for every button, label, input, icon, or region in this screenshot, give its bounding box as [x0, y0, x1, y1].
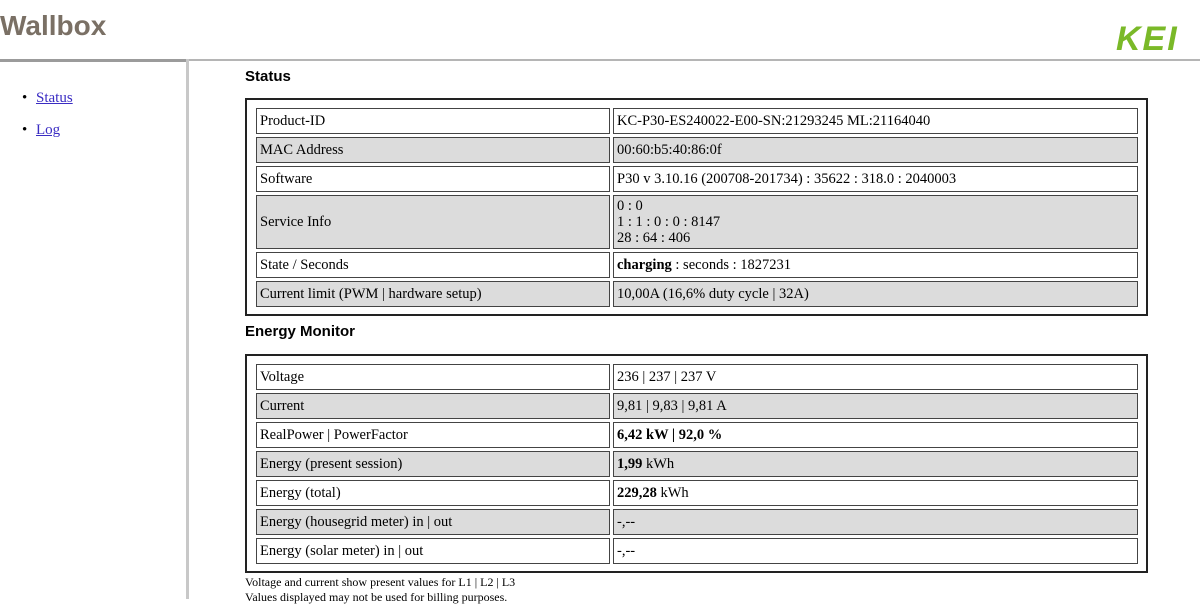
service-info-line: 1 : 1 : 0 : 0 : 8147 — [617, 214, 721, 230]
table-row — [256, 195, 1138, 249]
table-row — [256, 480, 1138, 506]
row-label: Service Info — [256, 195, 610, 249]
table-row — [256, 538, 1138, 564]
total-energy-value: 229,28 — [617, 484, 657, 501]
seconds-value: : seconds : 1827231 — [671, 256, 791, 273]
sidebar-divider — [186, 59, 189, 599]
unit-label: kWh — [656, 484, 689, 501]
row-value: 00:60:b5:40:86:0f — [613, 137, 1138, 163]
session-energy-value: 1,99 — [617, 455, 643, 472]
row-label: Current — [256, 393, 610, 419]
power-value: 6,42 kW | 92,0 % — [617, 426, 723, 443]
app-title: Wallbox — [0, 10, 107, 41]
service-info-line: 0 : 0 — [617, 198, 643, 214]
row-value: 236 | 237 | 237 V — [613, 364, 1138, 390]
table-row — [256, 393, 1138, 419]
nav-item-status — [22, 90, 73, 106]
energy-section-title: Energy Monitor — [245, 323, 356, 340]
row-label: State / Seconds — [256, 252, 610, 278]
row-label: Energy (total) — [256, 480, 610, 506]
row-label: Software — [256, 166, 610, 192]
sidebar-nav — [0, 90, 73, 154]
row-value: P30 v 3.10.16 (200708-201734) : 35622 : 318.0 : 2040003 — [613, 166, 1138, 192]
table-row — [256, 137, 1138, 163]
table-row — [256, 108, 1138, 134]
row-label: MAC Address — [256, 137, 610, 163]
state-value: charging — [617, 256, 672, 273]
status-panel — [245, 98, 1148, 316]
energy-panel — [245, 354, 1148, 573]
status-table — [253, 105, 1141, 310]
status-section-title: Status — [245, 68, 291, 85]
row-label: Energy (present session) — [256, 451, 610, 477]
row-label: Current limit (PWM | hardware setup) — [256, 281, 610, 307]
table-row — [256, 451, 1138, 477]
table-row — [256, 364, 1138, 390]
unit-label: kWh — [642, 455, 675, 472]
footnote — [245, 575, 515, 605]
table-row — [256, 422, 1138, 448]
table-row — [256, 166, 1138, 192]
row-value: 9,81 | 9,83 | 9,81 A — [613, 393, 1138, 419]
row-value — [613, 451, 1138, 477]
energy-table — [253, 361, 1141, 567]
row-label: Product-ID — [256, 108, 610, 134]
row-value: 10,00A (16,6% duty cycle | 32A) — [613, 281, 1138, 307]
footnote-line: Values displayed may not be used for billing purposes. — [245, 590, 508, 604]
brand-logo: KEI — [1116, 20, 1179, 58]
service-info-line: 28 : 64 : 406 — [617, 230, 691, 246]
header — [0, 0, 1200, 62]
nav-link-status[interactable]: Status — [36, 90, 73, 106]
row-label: Energy (housegrid meter) in | out — [256, 509, 610, 535]
nav-item-log — [22, 122, 73, 138]
row-value — [613, 422, 1138, 448]
row-value: -,-- — [613, 538, 1138, 564]
row-value: KC-P30-ES240022-E00-SN:21293245 ML:21164040 — [613, 108, 1138, 134]
sidebar-top-divider — [0, 59, 188, 62]
row-label: Energy (solar meter) in | out — [256, 538, 610, 564]
nav-link-log[interactable]: Log — [36, 122, 61, 138]
footnote-line: Voltage and current show present values for L1 | L2 | L3 — [245, 575, 516, 589]
row-value — [613, 195, 1138, 249]
row-value: -,-- — [613, 509, 1138, 535]
row-label: RealPower | PowerFactor — [256, 422, 610, 448]
row-label: Voltage — [256, 364, 610, 390]
row-value — [613, 252, 1138, 278]
row-value — [613, 480, 1138, 506]
table-row — [256, 281, 1138, 307]
table-row — [256, 252, 1138, 278]
table-row — [256, 509, 1138, 535]
